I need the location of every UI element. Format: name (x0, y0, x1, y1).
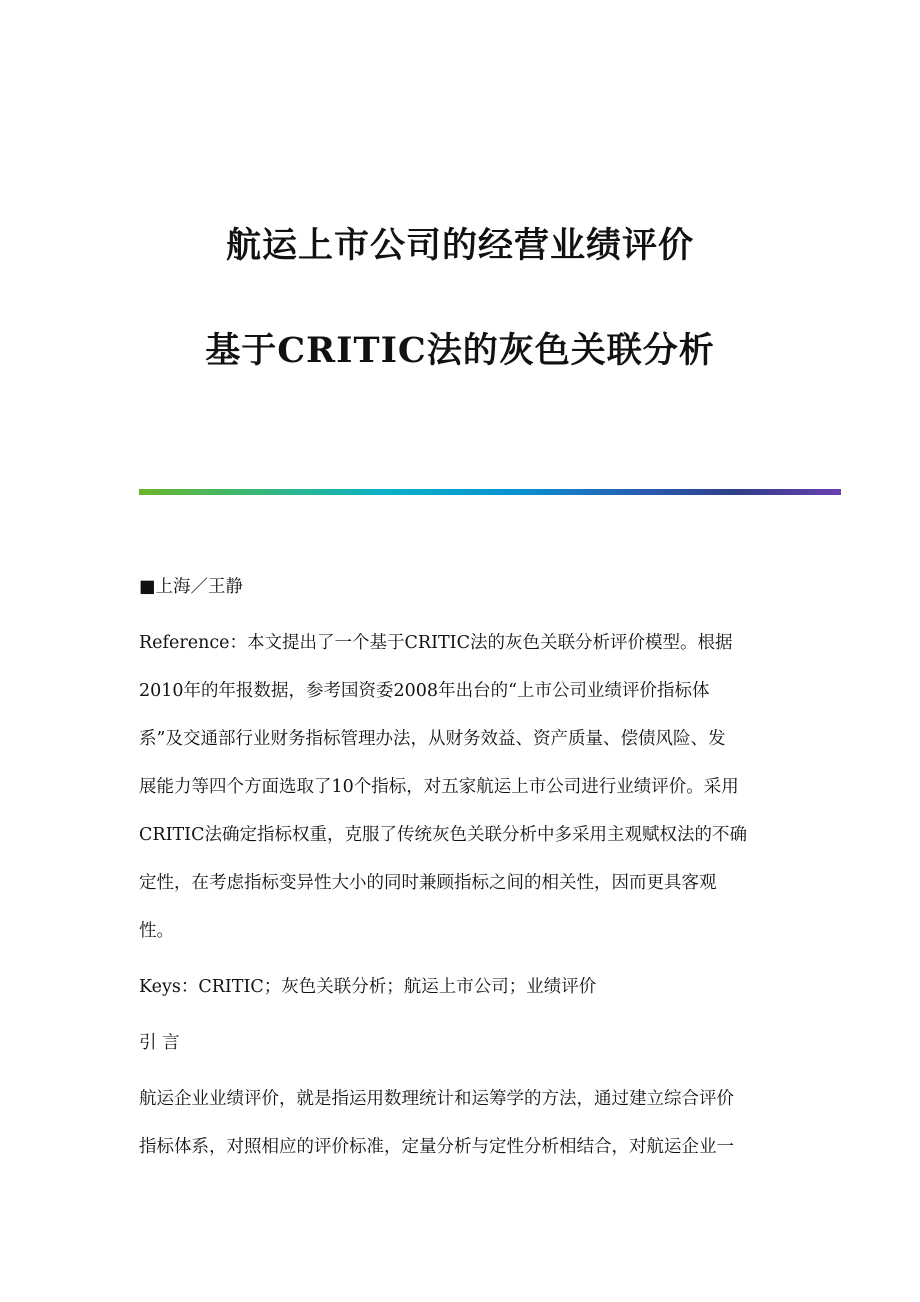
abstract-line: 系”及交通部行业财务指标管理办法，从财务效益、资产质量、偿债风险、发 (139, 729, 726, 749)
abstract-line: 性。 (139, 921, 174, 941)
intro-line: 航运企业业绩评价，就是指运用数理统计和运筹学的方法，通过建立综合评价 (139, 1089, 734, 1109)
title-line-2: 基于CRITIC法的灰色关联分析 (205, 330, 715, 371)
abstract-line: 展能力等四个方面选取了10个指标，对五家航运上市公司进行业绩评价。采用 (139, 777, 739, 797)
keywords: Keys：CRITIC；灰色关联分析；航运上市公司；业绩评价 (139, 977, 597, 997)
abstract-line: 2010年的年报数据，参考国资委2008年出台的“上市公司业绩评价指标体 (139, 681, 710, 701)
abstract-line: Reference：本文提出了一个基于CRITIC法的灰色关联分析评价模型。根据 (139, 633, 733, 653)
section-heading: 引 言 (139, 1033, 180, 1053)
author: ■上海／王静 (139, 577, 244, 597)
gradient-divider (139, 489, 841, 495)
title-line-1: 航运上市公司的经营业绩评价 (225, 225, 694, 266)
abstract-line: CRITIC法确定指标权重，克服了传统灰色关联分析中多采用主观赋权法的不确 (139, 825, 747, 845)
intro-line: 指标体系，对照相应的评价标准，定量分析与定性分析相结合，对航运企业一 (139, 1137, 734, 1157)
abstract-line: 定性，在考虑指标变异性大小的同时兼顾指标之间的相关性，因而更具客观 (139, 873, 717, 893)
